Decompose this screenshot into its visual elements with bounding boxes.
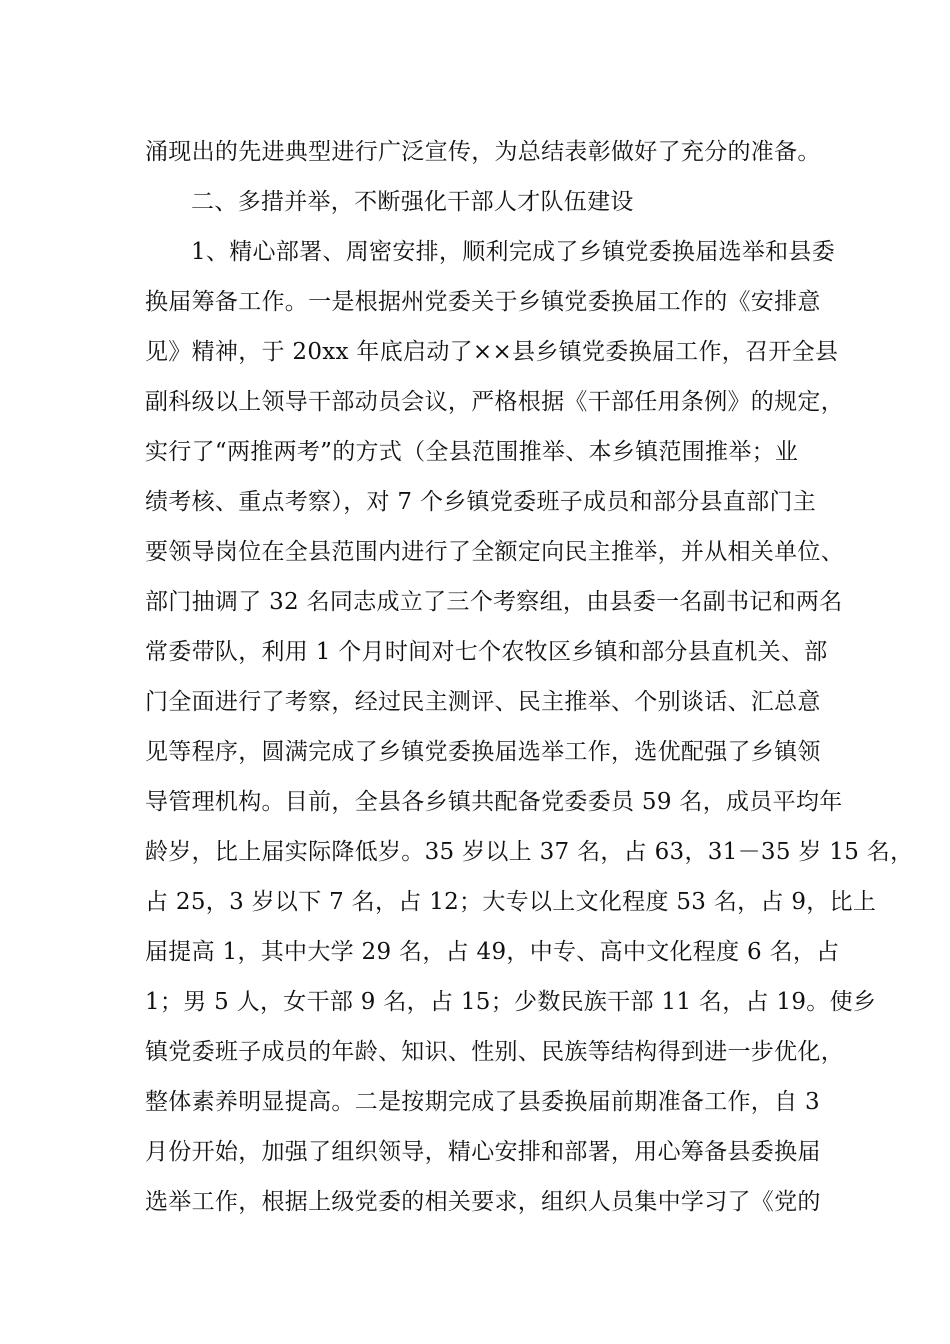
text-line: 绩考核、重点考察），对 7 个乡镇党委班子成员和部分县直部门主 xyxy=(145,489,817,515)
text-line: 实行了“两推两考”的方式（全县范围推举、本乡镇范围推举；业 xyxy=(145,439,799,465)
text-line: 镇党委班子成员的年龄、知识、性别、民族等结构得到进一步优化， xyxy=(145,1039,844,1065)
text-line: 换届筹备工作。一是根据州党委关于乡镇党委换届工作的《安排意 xyxy=(145,289,821,315)
text-line: 龄岁，比上届实际降低岁。35 岁以上 37 名，占 63，31－35 岁 15 名， xyxy=(145,839,914,865)
text-line: 门全面进行了考察，经过民主测评、民主推举、个别谈话、汇总意 xyxy=(145,689,821,715)
text-line: 要领导岗位在全县范围内进行了全额定向民主推举，并从相关单位、 xyxy=(145,539,844,565)
text-line: 届提高 1，其中大学 29 名，占 49，中专、高中文化程度 6 名，占 xyxy=(145,939,840,965)
document-body xyxy=(145,127,914,1227)
text-line: 选举工作，根据上级党委的相关要求，组织人员集中学习了《党的 xyxy=(145,1189,821,1215)
text-line: 部门抽调了 32 名同志成立了三个考察组，由县委一名副书记和两名 xyxy=(145,589,843,615)
section-heading: 二、多措并举，不断强化干部人才队伍建设 xyxy=(191,189,634,215)
text-line: 整体素养明显提高。二是按期完成了县委换届前期准备工作，自 3 xyxy=(145,1089,820,1115)
text-line: 1、精心部署、周密安排，顺利完成了乡镇党委换届选举和县委 xyxy=(191,239,836,265)
text-line: 月份开始，加强了组织领导，精心安排和部署，用心筹备县委换届 xyxy=(145,1139,821,1165)
text-line: 常委带队，利用 1 个月时间对七个农牧区乡镇和部分县直机关、部 xyxy=(145,639,828,665)
text-line: 副科级以上领导干部动员会议，严格根据《干部任用条例》的规定， xyxy=(145,389,844,415)
text-line: 见》精神，于 20xx 年底启动了××县乡镇党委换届工作，召开全县 xyxy=(145,339,839,365)
text-line: 1；男 5 人，女干部 9 名，占 15；少数民族干部 11 名，占 19。使乡 xyxy=(145,989,877,1015)
text-line: 涌现出的先进典型进行广泛宣传，为总结表彰做好了充分的准备。 xyxy=(145,139,821,165)
text-line: 见等程序，圆满完成了乡镇党委换届选举工作，选优配强了乡镇领 xyxy=(145,739,821,765)
text-line: 占 25，3 岁以下 7 名，占 12；大专以上文化程度 53 名，占 9，比上 xyxy=(145,889,877,915)
text-line: 导管理机构。目前，全县各乡镇共配备党委委员 59 名，成员平均年 xyxy=(145,789,843,815)
